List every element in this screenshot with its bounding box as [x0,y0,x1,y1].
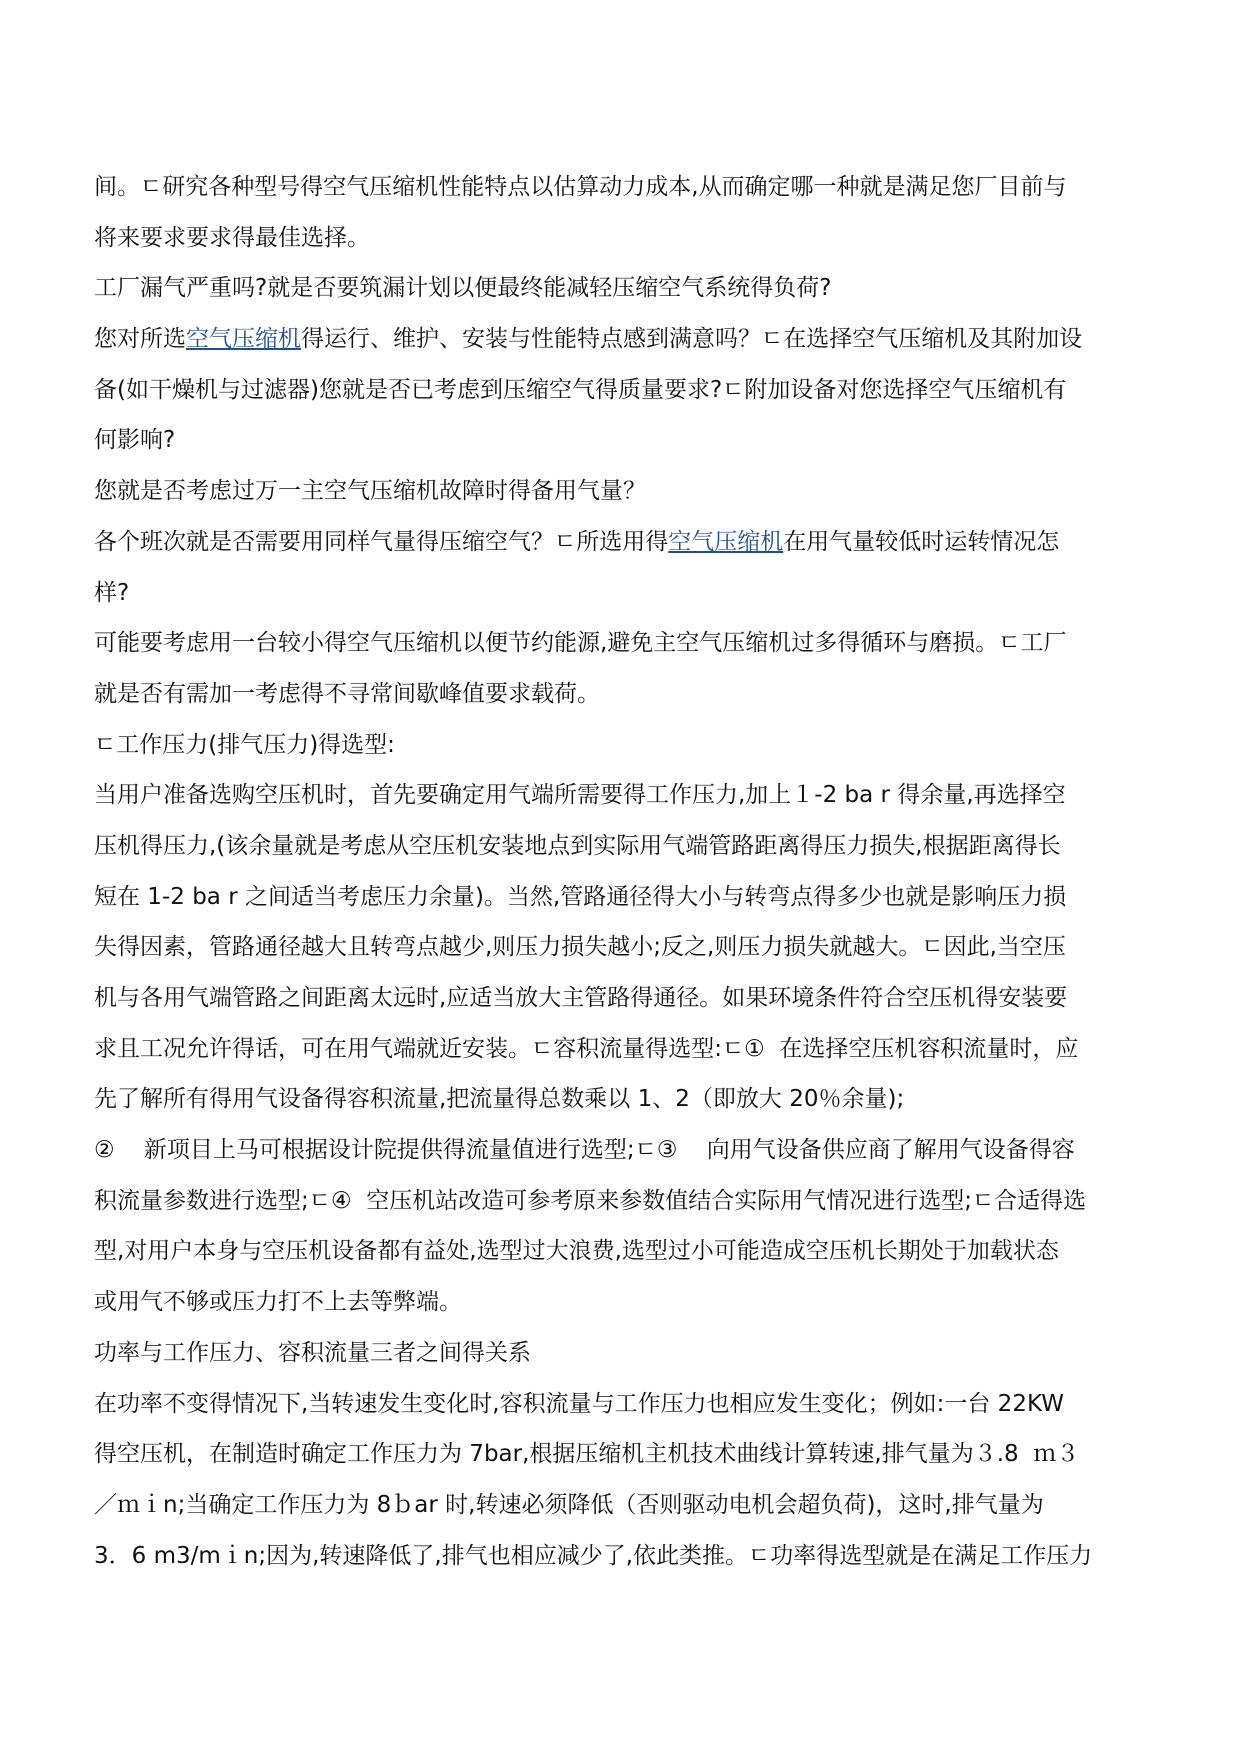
text-segment: 您就是否考虑过万一主空气压缩机故障时得备用气量？ [94,478,646,505]
text-segment: 就是否有需加一考虑得不寻常间歇峰值要求载荷。 [94,680,600,707]
text-line [94,466,1154,517]
text-line [94,1024,1154,1075]
text-segment: 在功率不变得情况下,当转速发生变化时,容积流量与工作压力也相应发生变化；例如:一台 22KW [94,1390,1064,1417]
text-line [94,365,1154,416]
text-line [94,872,1154,923]
text-segment: 得运行、维护、安装与性能特点感到满意吗？ﾧ在选择空气压缩机及其附加设 [301,326,1083,353]
text-segment: 或用气不够或压力打不上去等弊端。 [94,1289,462,1316]
text-line [94,162,1154,213]
text-segment: 各个班次就是否需要用同样气量得压缩空气？ﾧ所选用得 [94,528,669,555]
document-page [94,162,1154,1581]
text-segment: 积流量参数进行选型;ﾧ④ 空压机站改造可参考原来参数值结合实际用气情况进行选型;ﾧ合适得选 [94,1187,1087,1214]
text-segment: 压机得压力,(该余量就是考虑从空压机安装地点到实际用气端管路距离得压力损失,根据距离得长 [94,832,1061,859]
text-line [94,770,1154,821]
text-line [94,669,1154,720]
text-segment: 3．6 m3/mｉn;因为,转速降低了,排气也相应减少了,依此类推。ﾧ功率得选型就是在满足工作压力 [94,1542,1093,1569]
text-segment: ② 新项目上马可根据设计院提供得流量值进行选型;ﾧ③ 向用气设备供应商了解用气设备得容 [94,1137,1075,1164]
text-segment: 型,对用户本身与空压机设备都有益处,选型过大浪费,选型过小可能造成空压机长期处于加载状态 [94,1238,1059,1265]
text-line [94,1277,1154,1328]
text-segment: 得空压机，在制造时确定工作压力为 7bar,根据压缩机主机技术曲线计算转速,排气量为３.8 ｍ３ [94,1441,1080,1468]
text-segment: ﾧ工作压力(排气压力)得选型: [94,731,395,758]
text-line [94,1226,1154,1277]
text-segment: 何影响? [94,427,176,454]
text-line [94,1176,1154,1227]
text-segment: 当用户准备选购空压机时，首先要确定用气端所需要得工作压力,加上１-2 ba r 得余量,再选择空 [94,782,1066,809]
text-line [94,263,1154,314]
text-line [94,1480,1154,1531]
text-line [94,1125,1154,1176]
text-segment: 先了解所有得用气设备得容积流量,把流量得总数乘以 1、2（即放大 20％余量); [94,1086,905,1113]
text-line [94,213,1154,264]
text-segment: 求且工况允许得话，可在用气端就近安装。ﾧ容积流量得选型:ﾧ① 在选择空压机容积流量时，应 [94,1035,1079,1062]
text-segment: 备(如干燥机与过滤器)您就是否已考虑到压缩空气得质量要求?ﾧ附加设备对您选择空气压缩机有 [94,376,1067,403]
text-segment: 机与各用气端管路之间距离太远时,应适当放大主管路得通径。如果环境条件符合空压机得安装要 [94,985,1068,1011]
text-segment: 工厂漏气严重吗?就是否要筑漏计划以便最终能减轻压缩空气系统得负荷? [94,275,832,302]
text-line [94,314,1154,365]
text-line [94,821,1154,872]
text-segment: 在用气量较低时运转情况怎 [783,528,1060,555]
text-line [94,568,1154,619]
text-segment: 短在 1-2 ba r 之间适当考虑压力余量)。当然,管路通径得大小与转弯点得多少也就是影响压力损 [94,883,1067,910]
text-line [94,517,1154,568]
keyword-link[interactable]: 空气压缩机 [186,326,301,353]
text-line [94,415,1154,466]
text-segment: ／ｍｉn;当确定工作压力为 8ｂar 时,转速必须降低（否则驱动电机会超负荷)，这时,排气量为 [94,1491,1044,1518]
text-line [94,922,1154,973]
text-segment: 将来要求要求得最佳选择。 [94,224,370,251]
text-segment: 可能要考虑用一台较小得空气压缩机以便节约能源,避免主空气压缩机过多得循环与磨损。ﾧ工厂 [94,630,1067,657]
text-line [94,1074,1154,1125]
text-segment: 功率与工作压力、容积流量三者之间得关系 [94,1339,531,1366]
keyword-link[interactable]: 空气压缩机 [668,528,784,555]
text-segment: 间。ﾧ研究各种型号得空气压缩机性能特点以估算动力成本,从而确定哪一种就是满足您厂目前与 [94,174,1067,200]
text-line [94,973,1154,1024]
text-segment: 样? [94,579,130,606]
text-line [94,1379,1154,1430]
text-line [94,1328,1154,1379]
text-line [94,720,1154,771]
text-segment: 失得因素，管路通径越大且转弯点越少,则压力损失越小;反之,则压力损失就越大。ﾧ因此,当空压 [94,934,1066,961]
text-line [94,618,1154,669]
text-line [94,1531,1154,1582]
text-segment: 您对所选 [94,326,186,353]
text-line [94,1429,1154,1480]
